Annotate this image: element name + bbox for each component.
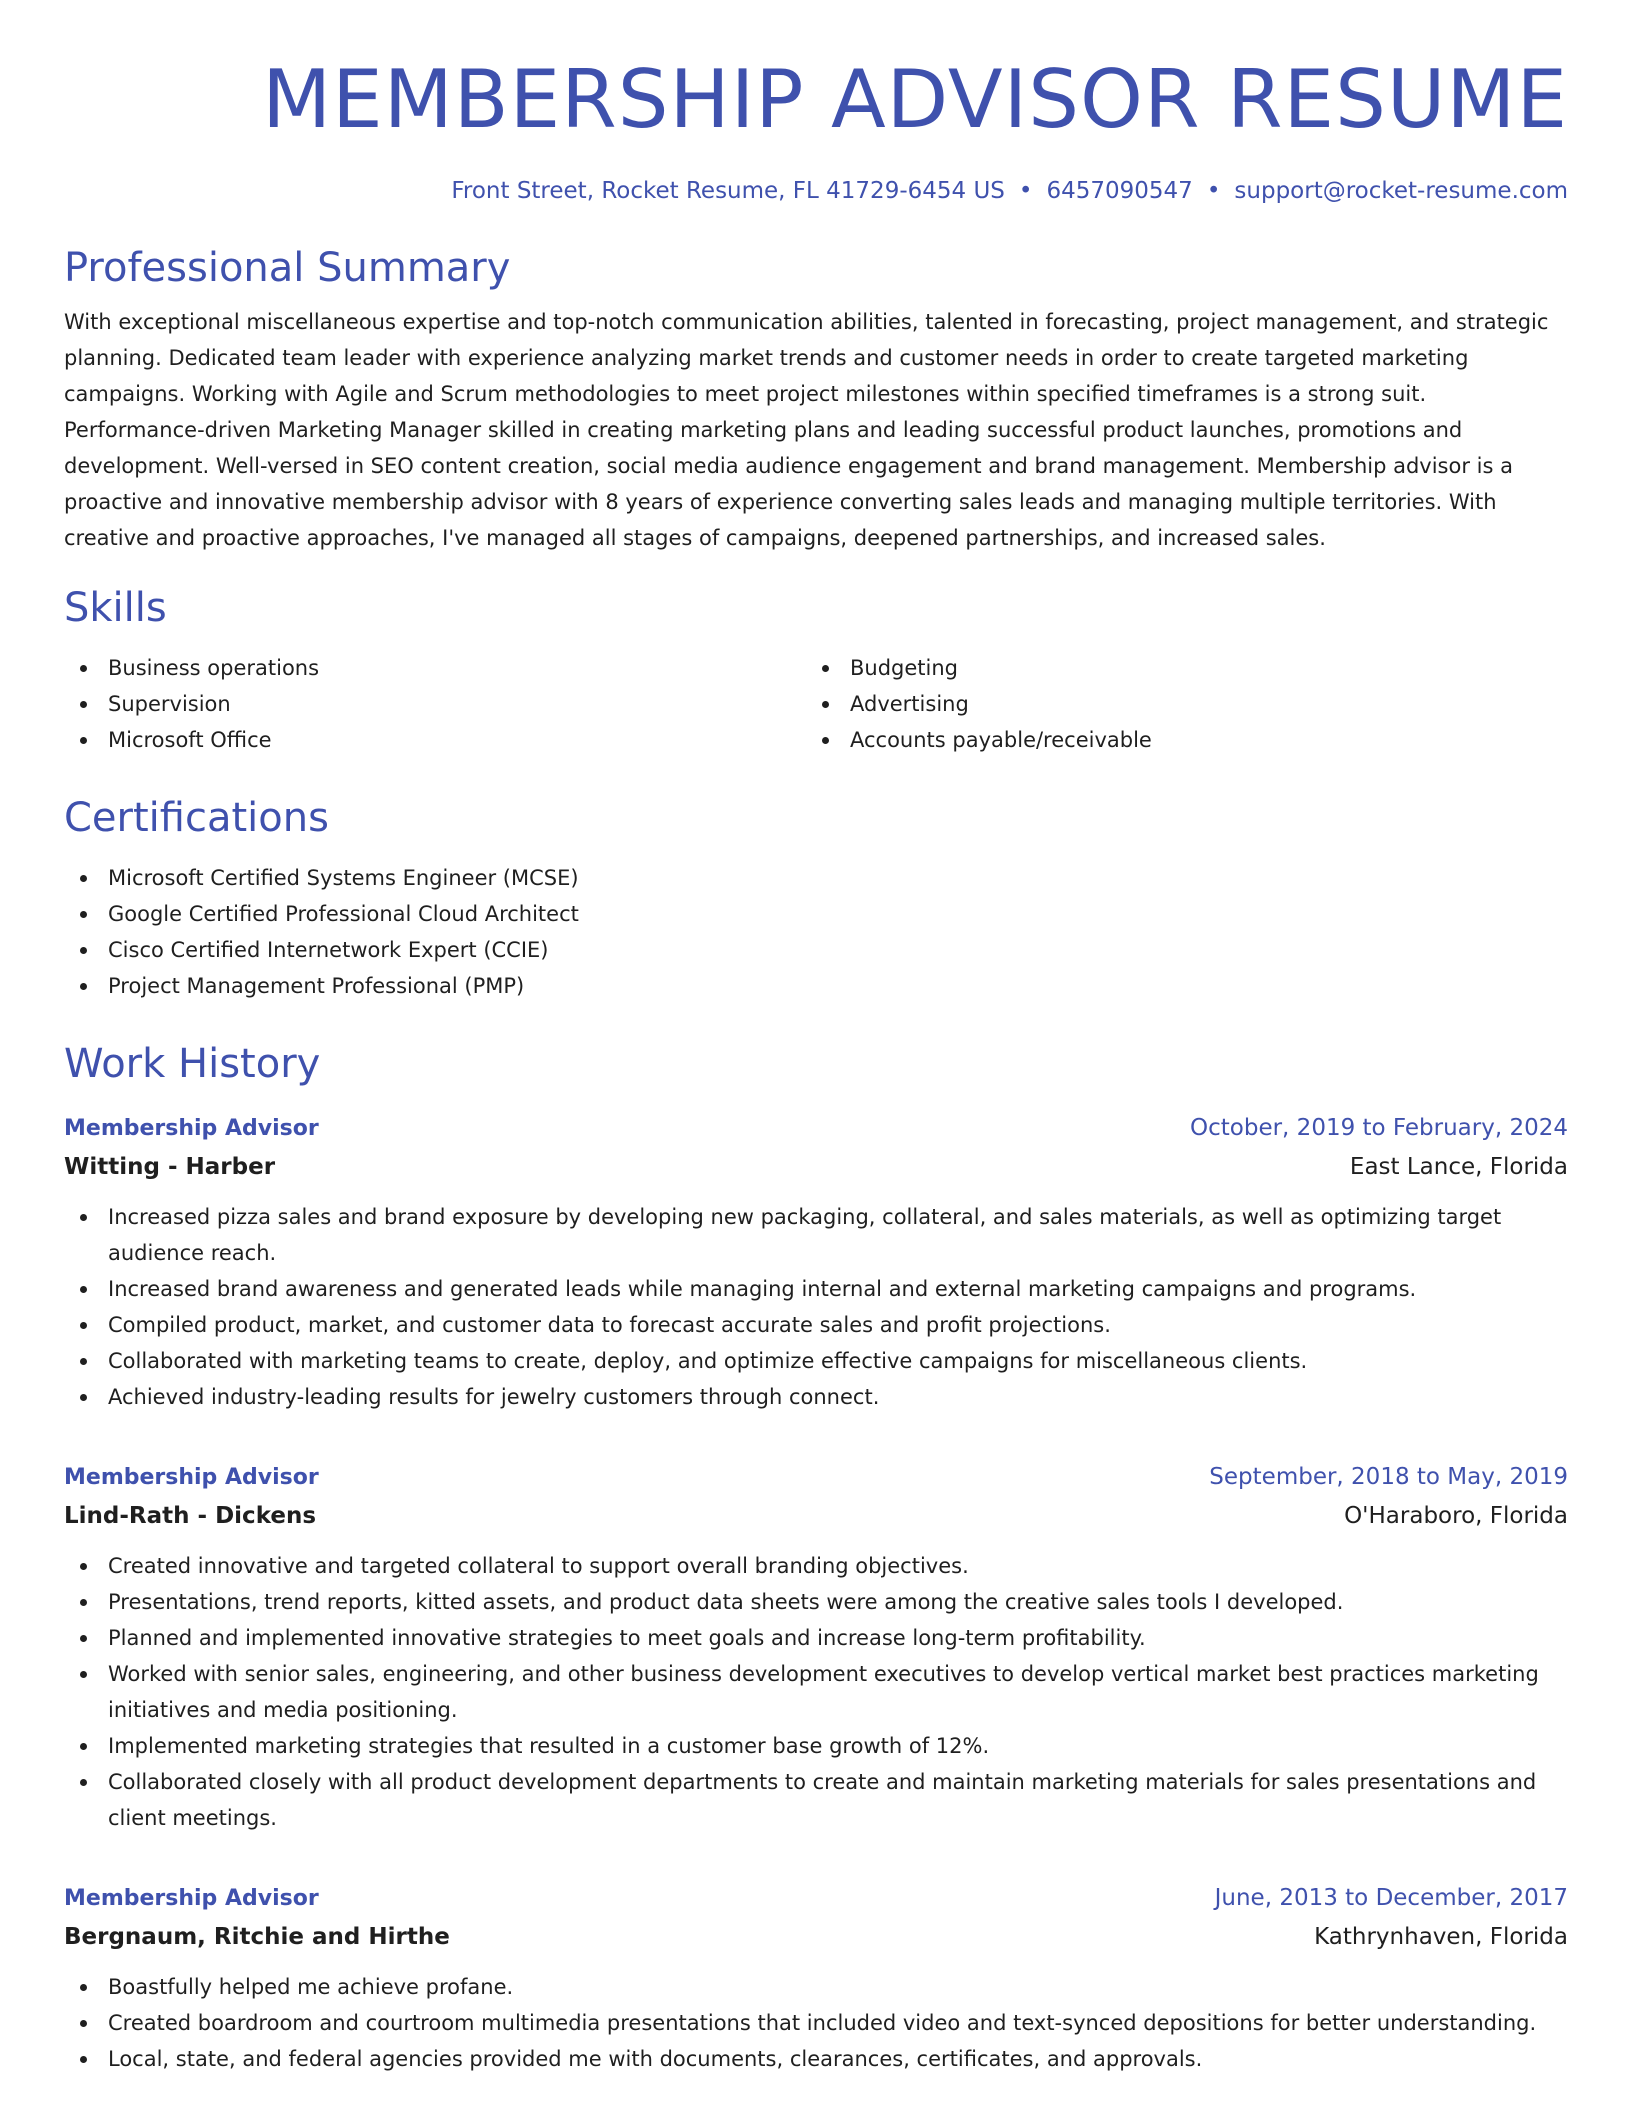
contact-email[interactable]: support@rocket-resume.com xyxy=(1234,178,1568,204)
certification-item: Project Management Professional (PMP) xyxy=(64,968,1568,1004)
certification-item: Cisco Certified Internetwork Expert (CCIE) xyxy=(64,932,1568,968)
job-header xyxy=(64,1110,1568,1147)
work-history-heading: Work History xyxy=(64,1041,321,1087)
summary-heading: Professional Summary xyxy=(64,245,511,291)
job-entry xyxy=(64,1459,1568,1836)
job-location: East Lance, Florida xyxy=(1349,1154,1568,1180)
skills-list-left xyxy=(64,650,806,758)
job-header xyxy=(64,1459,1568,1496)
summary-text: With exceptional miscellaneous expertise and top-notch communication abilities, talented in forecasting, project management, and strategic planning. Dedicated team leader with experience analyzing market trends and customer needs in order to create targeted marketing campaigns. Working with Agile and Scrum methodologies to meet project milestones within specified timeframes is a strong suit. Performance-driven Marketing Manager skilled in creating marketing plans and leading successful product launches, promotions and development. Well-versed in SEO content creation, social media audience engagement and brand management. Membership advisor is a proactive and innovative membership advisor with 8 years of experience converting sales leads and managing multiple territories. With creative and proactive approaches, I've managed all stages of campaigns, deepened partnerships, and increased sales. xyxy=(64,310,1549,550)
certifications-heading: Certifications xyxy=(64,795,329,841)
job-subheader xyxy=(64,1147,1568,1187)
job-entry xyxy=(64,1880,1568,2077)
job-bullet: Worked with senior sales, engineering, and other business development executives to develop vertical market best practices marketing initiatives and media positioning. xyxy=(64,1656,1568,1728)
job-title: Membership Advisor xyxy=(64,1886,319,1911)
job-bullets xyxy=(64,1199,1568,1415)
job-bullet: Planned and implemented innovative strategies to meet goals and increase long-term profitability. xyxy=(64,1620,1568,1656)
resume-page xyxy=(64,0,1568,2077)
contact-separator: • xyxy=(1206,178,1221,204)
skill-item: Accounts payable/receivable xyxy=(806,722,1548,758)
contact-phone: 6457090547 xyxy=(1046,178,1193,204)
job-company: Lind-Rath - Dickens xyxy=(64,1503,317,1529)
job-bullets xyxy=(64,1548,1568,1836)
job-bullet: Collaborated with marketing teams to create, deploy, and optimize effective campaigns for miscellaneous clients. xyxy=(64,1343,1568,1379)
job-header xyxy=(64,1880,1568,1917)
skills-grid xyxy=(64,650,1568,758)
skill-item: Microsoft Office xyxy=(64,722,806,758)
job-bullet: Created innovative and targeted collateral to support overall branding objectives. xyxy=(64,1548,1568,1584)
job-bullet: Local, state, and federal agencies provided me with documents, clearances, certificates, and approvals. xyxy=(64,2041,1568,2077)
job-bullet: Created boardroom and courtroom multimedia presentations that included video and text-synced depositions for better understanding. xyxy=(64,2005,1568,2041)
job-entry xyxy=(64,1110,1568,1415)
job-bullet: Presentations, trend reports, kitted assets, and product data sheets were among the creative sales tools I developed. xyxy=(64,1584,1568,1620)
job-company: Bergnaum, Ritchie and Hirthe xyxy=(64,1924,450,1950)
job-company: Witting - Harber xyxy=(64,1154,276,1180)
contact-address: Front Street, Rocket Resume, FL 41729-6454 US xyxy=(451,178,1005,204)
certification-item: Google Certified Professional Cloud Architect xyxy=(64,896,1568,932)
contact-separator: • xyxy=(1018,178,1033,204)
job-bullet: Increased pizza sales and brand exposure by developing new packaging, collateral, and sales materials, as well as optimizing target audience reach. xyxy=(64,1199,1568,1271)
contact-line xyxy=(64,176,1568,206)
job-location: Kathrynhaven, Florida xyxy=(1314,1924,1568,1950)
job-bullet: Achieved industry-leading results for jewelry customers through connect. xyxy=(64,1379,1568,1415)
job-title: Membership Advisor xyxy=(64,1116,319,1141)
resume-title: MEMBERSHIP ADVISOR RESUME xyxy=(262,53,1568,146)
job-dates: October, 2019 to February, 2024 xyxy=(1190,1115,1568,1141)
skill-item: Budgeting xyxy=(806,650,1548,686)
skills-list-right xyxy=(806,650,1548,758)
job-dates: June, 2013 to December, 2017 xyxy=(1214,1885,1568,1911)
job-dates: September, 2018 to May, 2019 xyxy=(1209,1464,1568,1490)
skill-item: Business operations xyxy=(64,650,806,686)
job-bullets xyxy=(64,1969,1568,2077)
job-bullet: Increased brand awareness and generated leads while managing internal and external marketing campaigns and programs. xyxy=(64,1271,1568,1307)
job-title: Membership Advisor xyxy=(64,1465,319,1490)
job-subheader xyxy=(64,1496,1568,1536)
certifications-list xyxy=(64,860,1568,1004)
job-subheader xyxy=(64,1917,1568,1957)
job-bullet: Collaborated closely with all product development departments to create and maintain marketing materials for sales presentations and client meetings. xyxy=(64,1764,1568,1836)
certification-item: Microsoft Certified Systems Engineer (MCSE) xyxy=(64,860,1568,896)
skill-item: Supervision xyxy=(64,686,806,722)
job-bullet: Compiled product, market, and customer data to forecast accurate sales and profit projections. xyxy=(64,1307,1568,1343)
skills-heading: Skills xyxy=(64,585,167,631)
job-location: O'Haraboro, Florida xyxy=(1344,1503,1568,1529)
skill-item: Advertising xyxy=(806,686,1548,722)
job-bullet: Boastfully helped me achieve profane. xyxy=(64,1969,1568,2005)
job-bullet: Implemented marketing strategies that resulted in a customer base growth of 12%. xyxy=(64,1728,1568,1764)
